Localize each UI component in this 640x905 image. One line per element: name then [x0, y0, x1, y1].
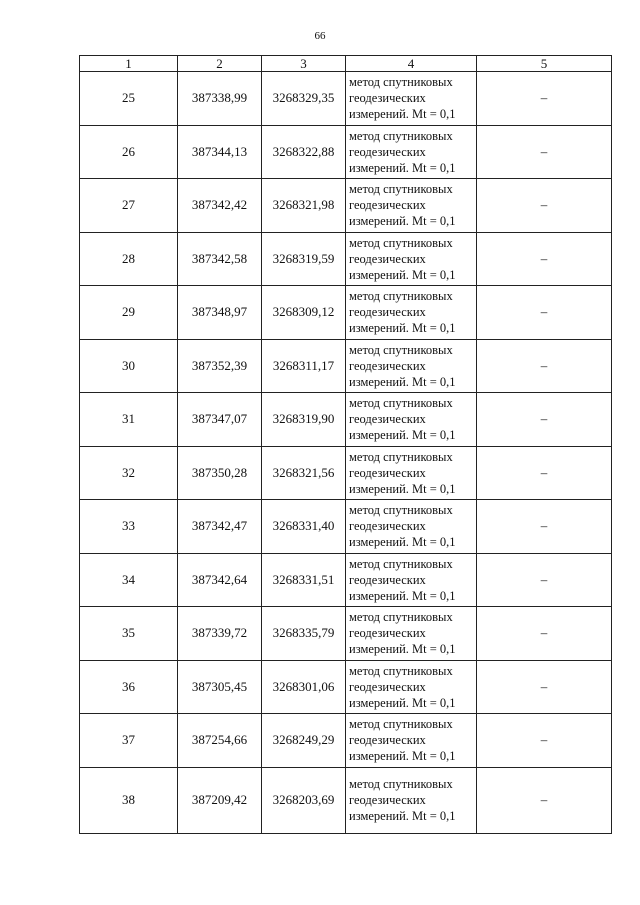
y-coordinate-cell: 3268321,56 — [262, 446, 346, 500]
method-cell: метод спутниковых геодезических измерений. Mt = 0,1 — [346, 500, 477, 554]
y-coordinate-cell: 3268319,90 — [262, 393, 346, 447]
method-cell: метод спутниковых геодезических измерений. Mt = 0,1 — [346, 179, 477, 233]
table-row — [80, 179, 612, 233]
x-coordinate-cell: 387254,66 — [178, 714, 262, 768]
method-cell: метод спутниковых геодезических измерений. Mt = 0,1 — [346, 232, 477, 286]
point-number-cell: 36 — [80, 660, 178, 714]
x-coordinate-cell: 387352,39 — [178, 339, 262, 393]
note-cell: – — [477, 767, 612, 833]
method-cell: метод спутниковых геодезических измерений. Mt = 0,1 — [346, 767, 477, 833]
column-header: 2 — [178, 56, 262, 72]
note-cell: – — [477, 393, 612, 447]
y-coordinate-cell: 3268335,79 — [262, 607, 346, 661]
point-number-cell: 33 — [80, 500, 178, 554]
note-cell: – — [477, 607, 612, 661]
table-header-row — [80, 56, 612, 72]
coordinates-table — [79, 55, 612, 834]
x-coordinate-cell: 387342,64 — [178, 553, 262, 607]
y-coordinate-cell: 3268322,88 — [262, 125, 346, 179]
point-number-cell: 35 — [80, 607, 178, 661]
table-row — [80, 339, 612, 393]
method-cell: метод спутниковых геодезических измерений. Mt = 0,1 — [346, 286, 477, 340]
table-row — [80, 714, 612, 768]
page-number: 66 — [314, 30, 326, 42]
note-cell: – — [477, 660, 612, 714]
method-cell: метод спутниковых геодезических измерений. Mt = 0,1 — [346, 446, 477, 500]
method-cell: метод спутниковых геодезических измерений. Mt = 0,1 — [346, 125, 477, 179]
point-number-cell: 30 — [80, 339, 178, 393]
y-coordinate-cell: 3268203,69 — [262, 767, 346, 833]
y-coordinate-cell: 3268319,59 — [262, 232, 346, 286]
y-coordinate-cell: 3268311,17 — [262, 339, 346, 393]
y-coordinate-cell: 3268321,98 — [262, 179, 346, 233]
table-row — [80, 607, 612, 661]
point-number-cell: 31 — [80, 393, 178, 447]
point-number-cell: 34 — [80, 553, 178, 607]
x-coordinate-cell: 387344,13 — [178, 125, 262, 179]
method-cell: метод спутниковых геодезических измерений. Mt = 0,1 — [346, 72, 477, 126]
note-cell: – — [477, 232, 612, 286]
point-number-cell: 26 — [80, 125, 178, 179]
method-cell: метод спутниковых геодезических измерений. Mt = 0,1 — [346, 393, 477, 447]
x-coordinate-cell: 387342,42 — [178, 179, 262, 233]
note-cell: – — [477, 286, 612, 340]
table-row — [80, 286, 612, 340]
note-cell: – — [477, 553, 612, 607]
x-coordinate-cell: 387338,99 — [178, 72, 262, 126]
point-number-cell: 27 — [80, 179, 178, 233]
table-row — [80, 72, 612, 126]
x-coordinate-cell: 387348,97 — [178, 286, 262, 340]
table-row — [80, 232, 612, 286]
table-row — [80, 125, 612, 179]
x-coordinate-cell: 387339,72 — [178, 607, 262, 661]
x-coordinate-cell: 387347,07 — [178, 393, 262, 447]
x-coordinate-cell: 387209,42 — [178, 767, 262, 833]
table-row — [80, 553, 612, 607]
point-number-cell: 38 — [80, 767, 178, 833]
method-cell: метод спутниковых геодезических измерений. Mt = 0,1 — [346, 553, 477, 607]
table-row — [80, 767, 612, 833]
note-cell: – — [477, 339, 612, 393]
y-coordinate-cell: 3268331,40 — [262, 500, 346, 554]
column-header: 3 — [262, 56, 346, 72]
note-cell: – — [477, 446, 612, 500]
x-coordinate-cell: 387305,45 — [178, 660, 262, 714]
x-coordinate-cell: 387342,58 — [178, 232, 262, 286]
column-header: 5 — [477, 56, 612, 72]
table-body — [80, 72, 612, 834]
x-coordinate-cell: 387342,47 — [178, 500, 262, 554]
column-header: 1 — [80, 56, 178, 72]
column-header: 4 — [346, 56, 477, 72]
table-row — [80, 660, 612, 714]
table-row — [80, 500, 612, 554]
note-cell: – — [477, 179, 612, 233]
y-coordinate-cell: 3268309,12 — [262, 286, 346, 340]
method-cell: метод спутниковых геодезических измерений. Mt = 0,1 — [346, 714, 477, 768]
note-cell: – — [477, 72, 612, 126]
table-row — [80, 446, 612, 500]
point-number-cell: 28 — [80, 232, 178, 286]
point-number-cell: 25 — [80, 72, 178, 126]
method-cell: метод спутниковых геодезических измерений. Mt = 0,1 — [346, 339, 477, 393]
y-coordinate-cell: 3268249,29 — [262, 714, 346, 768]
note-cell: – — [477, 500, 612, 554]
point-number-cell: 32 — [80, 446, 178, 500]
table-row — [80, 393, 612, 447]
x-coordinate-cell: 387350,28 — [178, 446, 262, 500]
method-cell: метод спутниковых геодезических измерений. Mt = 0,1 — [346, 660, 477, 714]
note-cell: – — [477, 125, 612, 179]
point-number-cell: 37 — [80, 714, 178, 768]
y-coordinate-cell: 3268301,06 — [262, 660, 346, 714]
method-cell: метод спутниковых геодезических измерений. Mt = 0,1 — [346, 607, 477, 661]
point-number-cell: 29 — [80, 286, 178, 340]
note-cell: – — [477, 714, 612, 768]
y-coordinate-cell: 3268329,35 — [262, 72, 346, 126]
y-coordinate-cell: 3268331,51 — [262, 553, 346, 607]
